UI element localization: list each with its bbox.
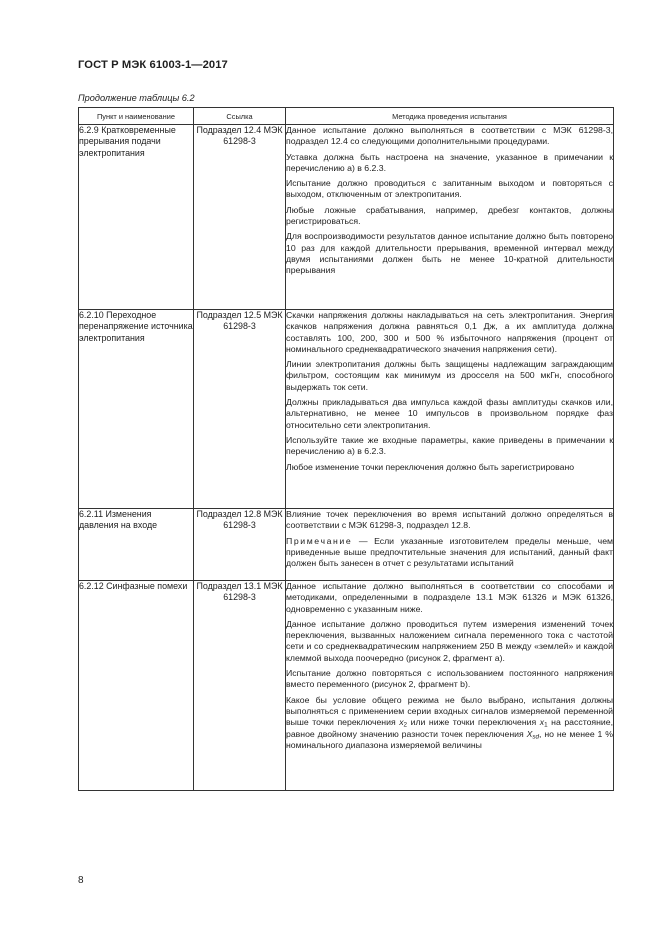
ref-cell: Подраздел 13.1 МЭК 61298-3	[194, 581, 286, 791]
text-run: на расстояние, равное двойному значению разности точек переключения	[286, 717, 614, 739]
note-text: — Если указанные изготовителем пределы меньше, чем приведенные выше предпочтительные значения для испытаний, данный факт должен быть занесен в отчет с результатами испытаний	[286, 535, 613, 569]
method-cell	[286, 581, 614, 791]
item-cell: 6.2.9 Кратковременные прерывания подачи электропитания	[79, 125, 194, 310]
text-run: или ниже точки переключения	[407, 717, 540, 728]
item-cell: 6.2.12 Синфазные помехи	[79, 581, 194, 791]
method-paragraph: Испытание должно повторяться с использованием постоянного напряжения вместо переменного (рисунок 2, фрагмент b).	[286, 668, 613, 690]
variable-x: x	[539, 717, 545, 728]
method-paragraph: Линии электропитания должны быть защищены надлежащим заграждающим фильтром, состоящим как минимум из дросселя на 500 мкГн, способного выдержать ток сети.	[286, 359, 613, 392]
item-cell: 6.2.11 Изменения давления на входе	[79, 509, 194, 581]
note-paragraph	[286, 536, 613, 570]
method-cell	[286, 125, 614, 310]
col-header-ref: Ссылка	[194, 108, 286, 125]
table-row	[79, 125, 614, 310]
method-paragraph: Скачки напряжения должны накладываться на сеть электропитания. Энергия скачков напряжения должна равняться 0,1 Дж, а их амплитуда должна составлять 100, 200, 300 и 500 % избыточного напряжения (процент от номинального среднеквадратического значения напряжения сети).	[286, 310, 613, 354]
subscript: 1	[544, 721, 548, 729]
method-paragraph: Данное испытание должно выполняться в соответствии с МЭК 61298-3, подраздел 12.4 со следующими дополнительными процедурами.	[286, 125, 613, 147]
method-paragraph: Любое изменение точки переключения должно быть зарегистрировано	[286, 461, 575, 472]
method-paragraph: Должны прикладываться два импульса каждой фазы амплитуды скачков или, альтернативно, не менее 10 импульсов в произвольном порядке фаз относительно сети электропитания.	[286, 397, 613, 430]
text-run: Какое бы условие общего режима не было выбрано, испытания должны выполняться с применением серии входных сигналов измеряемой переменной выше точки переключения	[286, 694, 613, 728]
text-run: , но не менее 1 % номинального диапазона измеряемой величины	[286, 728, 614, 750]
table-caption: Продолжение таблицы 6.2	[78, 93, 195, 103]
table-row	[79, 509, 614, 581]
method-paragraph: Уставка должна быть настроена на значение, указанное в примечании к перечислению а) в 6.2.3.	[286, 151, 613, 173]
table-row	[79, 581, 614, 791]
method-paragraph: Используйте такие же входные параметры, какие приведены в примечании к перечислению а) в 6.2.3.	[286, 434, 613, 457]
method-paragraph: Любые ложные срабатывания, например, дребезг контактов, должны регистрироваться.	[286, 204, 613, 227]
table-header-row	[79, 108, 614, 125]
method-paragraph	[286, 695, 613, 751]
document-header: ГОСТ Р МЭК 61003-1—2017	[78, 59, 228, 71]
variable-x: X	[526, 728, 533, 739]
test-methods-table	[78, 107, 614, 791]
col-header-method: Методика проведения испытания	[286, 108, 614, 125]
method-paragraph: Данное испытание должно проводиться путем измерения изменений точек переключения, вызванных наложением сигнала переменного тока с частотой сети и со среднеквадратическим напряжением 250 В между «землей» и каждой клеммой выхода поочередно (рисунок 2, фрагмент а).	[286, 618, 613, 663]
ref-cell: Подраздел 12.5 МЭК 61298-3	[194, 310, 286, 509]
method-cell	[286, 509, 614, 581]
variable-x: x	[399, 717, 404, 728]
ref-cell: Подраздел 12.4 МЭК 61298-3	[194, 125, 286, 310]
note-label: Примечание	[286, 535, 353, 546]
method-paragraph: Испытание должно проводиться с запитанным выходом и повторяться с выходом, отключенным от электропитания.	[286, 178, 613, 200]
col-header-item: Пункт и наименование	[79, 108, 194, 125]
method-paragraph: Влияние точек переключения во время испытаний должно определяться в соответствии с МЭК 61298-3, подраздел 12.8.	[286, 509, 613, 531]
ref-cell: Подраздел 12.8 МЭК 61298-3	[194, 509, 286, 581]
subscript: sd	[532, 733, 540, 741]
table-row	[79, 310, 614, 509]
page-number: 8	[78, 875, 84, 886]
item-cell: 6.2.10 Переходное перенапряжение источника электропитания	[79, 310, 194, 509]
subscript: 2	[403, 721, 408, 729]
method-paragraph: Данное испытание должно выполняться в соответствии со способами и методиками, определенными в подразделе 13.1 МЭК 61326 и МЭК 61326, одновременно с указанным ниже.	[286, 581, 613, 614]
method-cell	[286, 310, 614, 509]
method-paragraph: Для воспроизводимости результатов данное испытание должно быть повторено 10 раз для каждой длительности прерывания, временной интервал между двумя испытаниями должен быть не менее 10-кратной длительности прерывания	[286, 231, 613, 276]
